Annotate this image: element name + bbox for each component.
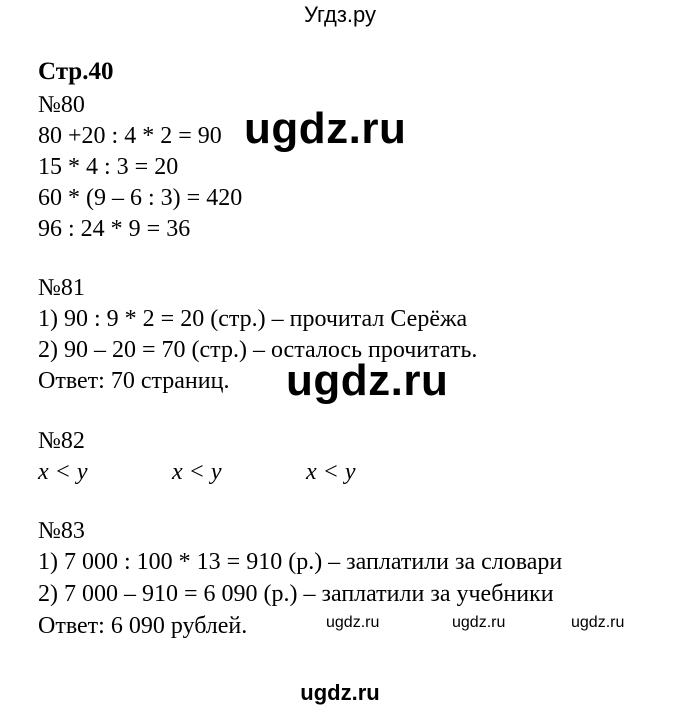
comparison-2: x < y [172, 459, 222, 485]
watermark-small-3: ugdz.ru [571, 614, 625, 631]
comparison-1: x < y [38, 459, 88, 485]
task-number-83: №83 [38, 518, 85, 544]
task-81-line-1: 1) 90 : 9 * 2 = 20 (стр.) – прочитал Серёжа [38, 306, 468, 332]
watermark-1: ugdz.ru [244, 104, 407, 153]
watermark-2: ugdz.ru [286, 356, 449, 405]
task-80-line-2: 15 * 4 : 3 = 20 [38, 154, 179, 180]
task-83-line-3: Ответ: 6 090 рублей. [38, 613, 248, 639]
task-83-line-2: 2) 7 000 – 910 = 6 090 (р.) – заплатили за учебники [38, 581, 554, 607]
site-header: Угдз.ру [303, 2, 377, 27]
task-81-line-3: Ответ: 70 страниц. [38, 368, 230, 394]
task-83-line-1: 1) 7 000 : 100 * 13 = 910 (р.) – заплатили за словари [38, 549, 563, 575]
watermark-small-2: ugdz.ru [452, 614, 506, 631]
task-number-81: №81 [38, 275, 85, 301]
task-80-line-3: 60 * (9 – 6 : 3) = 420 [38, 185, 243, 211]
watermark-small-1: ugdz.ru [326, 614, 380, 631]
task-80-line-4: 96 : 24 * 9 = 36 [38, 216, 191, 242]
task-81-line-2: 2) 90 – 20 = 70 (стр.) – осталось прочитать. [38, 337, 478, 363]
task-number-80: №80 [38, 92, 85, 118]
page-reference: Стр.40 [38, 58, 114, 85]
task-number-82: №82 [38, 428, 85, 454]
task-80-line-1: 80 +20 : 4 * 2 = 90 [38, 123, 222, 149]
comparison-3: x < y [306, 459, 356, 485]
footer-watermark: ugdz.ru [300, 680, 380, 705]
